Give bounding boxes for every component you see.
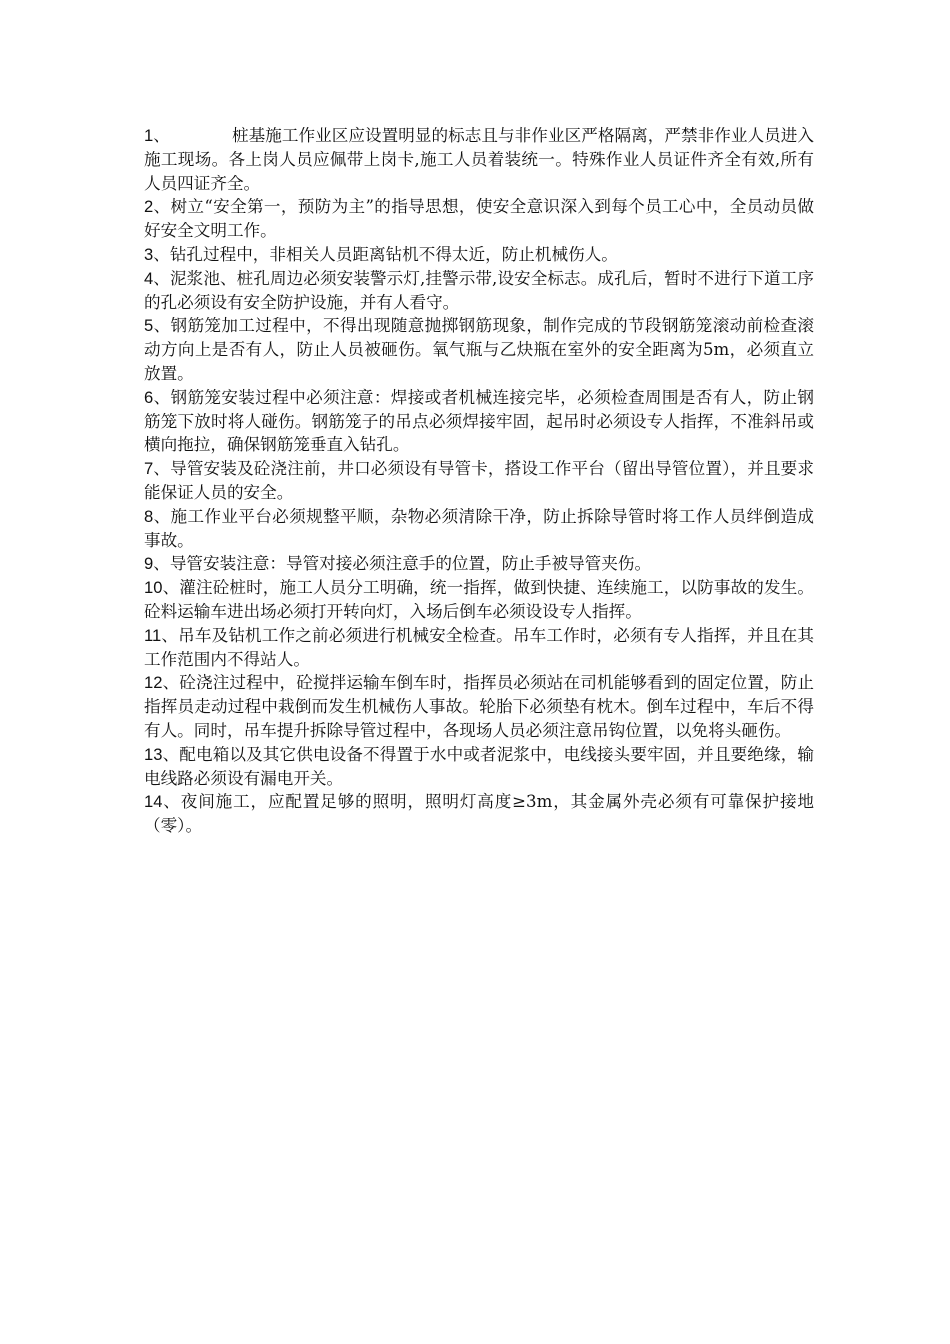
rule-text: 钻孔过程中，非相关人员距离钻机不得太近，防止机械伤人。 [169, 244, 618, 264]
rule-text: 导管安装注意：导管对接必须注意手的位置，防止手被导管夹伤。 [169, 554, 652, 574]
rule-number: 1、 [144, 126, 170, 145]
rule-item-4 [144, 267, 814, 315]
rule-number: 12、 [144, 673, 180, 693]
rule-text: 配电箱以及其它供电设备不得置于水中或者泥浆中，电线接头要牢固，并且要绝缘，输电线路必须设有漏电开关。 [144, 744, 814, 788]
rule-text: 导管安装及砼浇注前，井口必须设有导管卡，搭设工作平台（留出导管位置），并且要求能保证人员的安全。 [144, 459, 814, 502]
rule-text: 砼浇注过程中，砼搅拌运输车倒车时，指挥员必须站在司机能够看到的固定位置，防止指挥员走动过程中栽倒而发生机械伤人事故。轮胎下必须垫有枕木。倒车过程中，车后不得有人。同时，吊车提升拆除导管过程中，各现场人员必须注意吊钩位置，以免将头砸伤。 [144, 673, 814, 740]
rule-item-13 [144, 743, 814, 791]
rule-item-9 [144, 552, 814, 576]
rule-number: 7、 [144, 459, 171, 479]
rule-number: 14、 [144, 792, 181, 812]
rule-number: 4、 [144, 268, 170, 288]
rule-item-5 [144, 314, 814, 385]
rule-item-8 [144, 505, 814, 553]
rule-item-2 [144, 195, 814, 243]
rule-number: 11、 [144, 625, 179, 645]
rule-text: 灌注砼桩时，施工人员分工明确，统一指挥，做到快捷、连续施工，以防事故的发生。砼料运输车进出场必须打开转向灯，入场后倒车必须设设专人指挥。 [144, 578, 814, 621]
rule-item-12 [144, 671, 814, 742]
rule-number: 9、 [144, 554, 170, 574]
rule-item-10 [144, 576, 814, 624]
rule-item-7 [144, 457, 814, 505]
rule-number: 8、 [144, 506, 171, 526]
rule-item-3 [144, 243, 814, 267]
rule-text: 树立“安全第一，预防为主”的指导思想，使安全意识深入到每个员工心中，全员动员做好安全文明工作。 [144, 197, 814, 241]
rule-number: 5、 [144, 316, 171, 336]
rule-text: 钢筋笼安装过程中必须注意：焊接或者机械连接完毕，必须检查周围是否有人，防止钢筋笼下放时将人碰伤。钢筋笼子的吊点必须焊接牢固，起吊时必须设专人指挥，不准斜吊或横向拖拉，确保钢筋笼垂直入钻孔。 [144, 387, 815, 455]
rule-number: 2、 [144, 197, 171, 217]
rule-text: 吊车及钻机工作之前必须进行机械安全检查。吊车工作时，必须有专人指挥，并且在其工作范围内不得站人。 [144, 625, 814, 669]
rule-item-14 [144, 790, 814, 838]
rule-number: 3、 [144, 244, 170, 264]
rule-text: 泥浆池、桩孔周边必须安装警示灯,挂警示带,设安全标志。成孔后，暂时不进行下道工序的孔必须设有安全防护设施，并有人看守。 [144, 268, 814, 312]
rule-number: 13、 [144, 744, 180, 764]
rule-text: 夜间施工，应配置足够的照明，照明灯高度≥3m，其金属外壳必须有可靠保护接地（零）。 [144, 792, 814, 836]
rule-text: 施工作业平台必须规整平顺，杂物必须清除干净，防止拆除导管时将工作人员绊倒造成事故。 [144, 506, 815, 550]
rule-item-11 [144, 624, 814, 672]
rule-text: 钢筋笼加工过程中，不得出现随意抛掷钢筋现象，制作完成的节段钢筋笼滚动前检查滚动方向上是否有人，防止人员被砸伤。氧气瓶与乙炔瓶在室外的安全距离为5m，必须直立放置。 [144, 316, 815, 383]
rule-item-1 [144, 124, 814, 195]
rule-text: 桩基施工作业区应设置明显的标志且与非作业区严格隔离，严禁非作业人员进入施工现场。各上岗人员应佩带上岗卡,施工人员着装统一。特殊作业人员证件齐全有效,所有人员四证齐全。 [144, 126, 815, 193]
rule-number: 10、 [144, 578, 180, 598]
safety-rules-list [144, 124, 814, 838]
rule-item-6 [144, 386, 814, 457]
rule-number: 6、 [144, 387, 171, 407]
